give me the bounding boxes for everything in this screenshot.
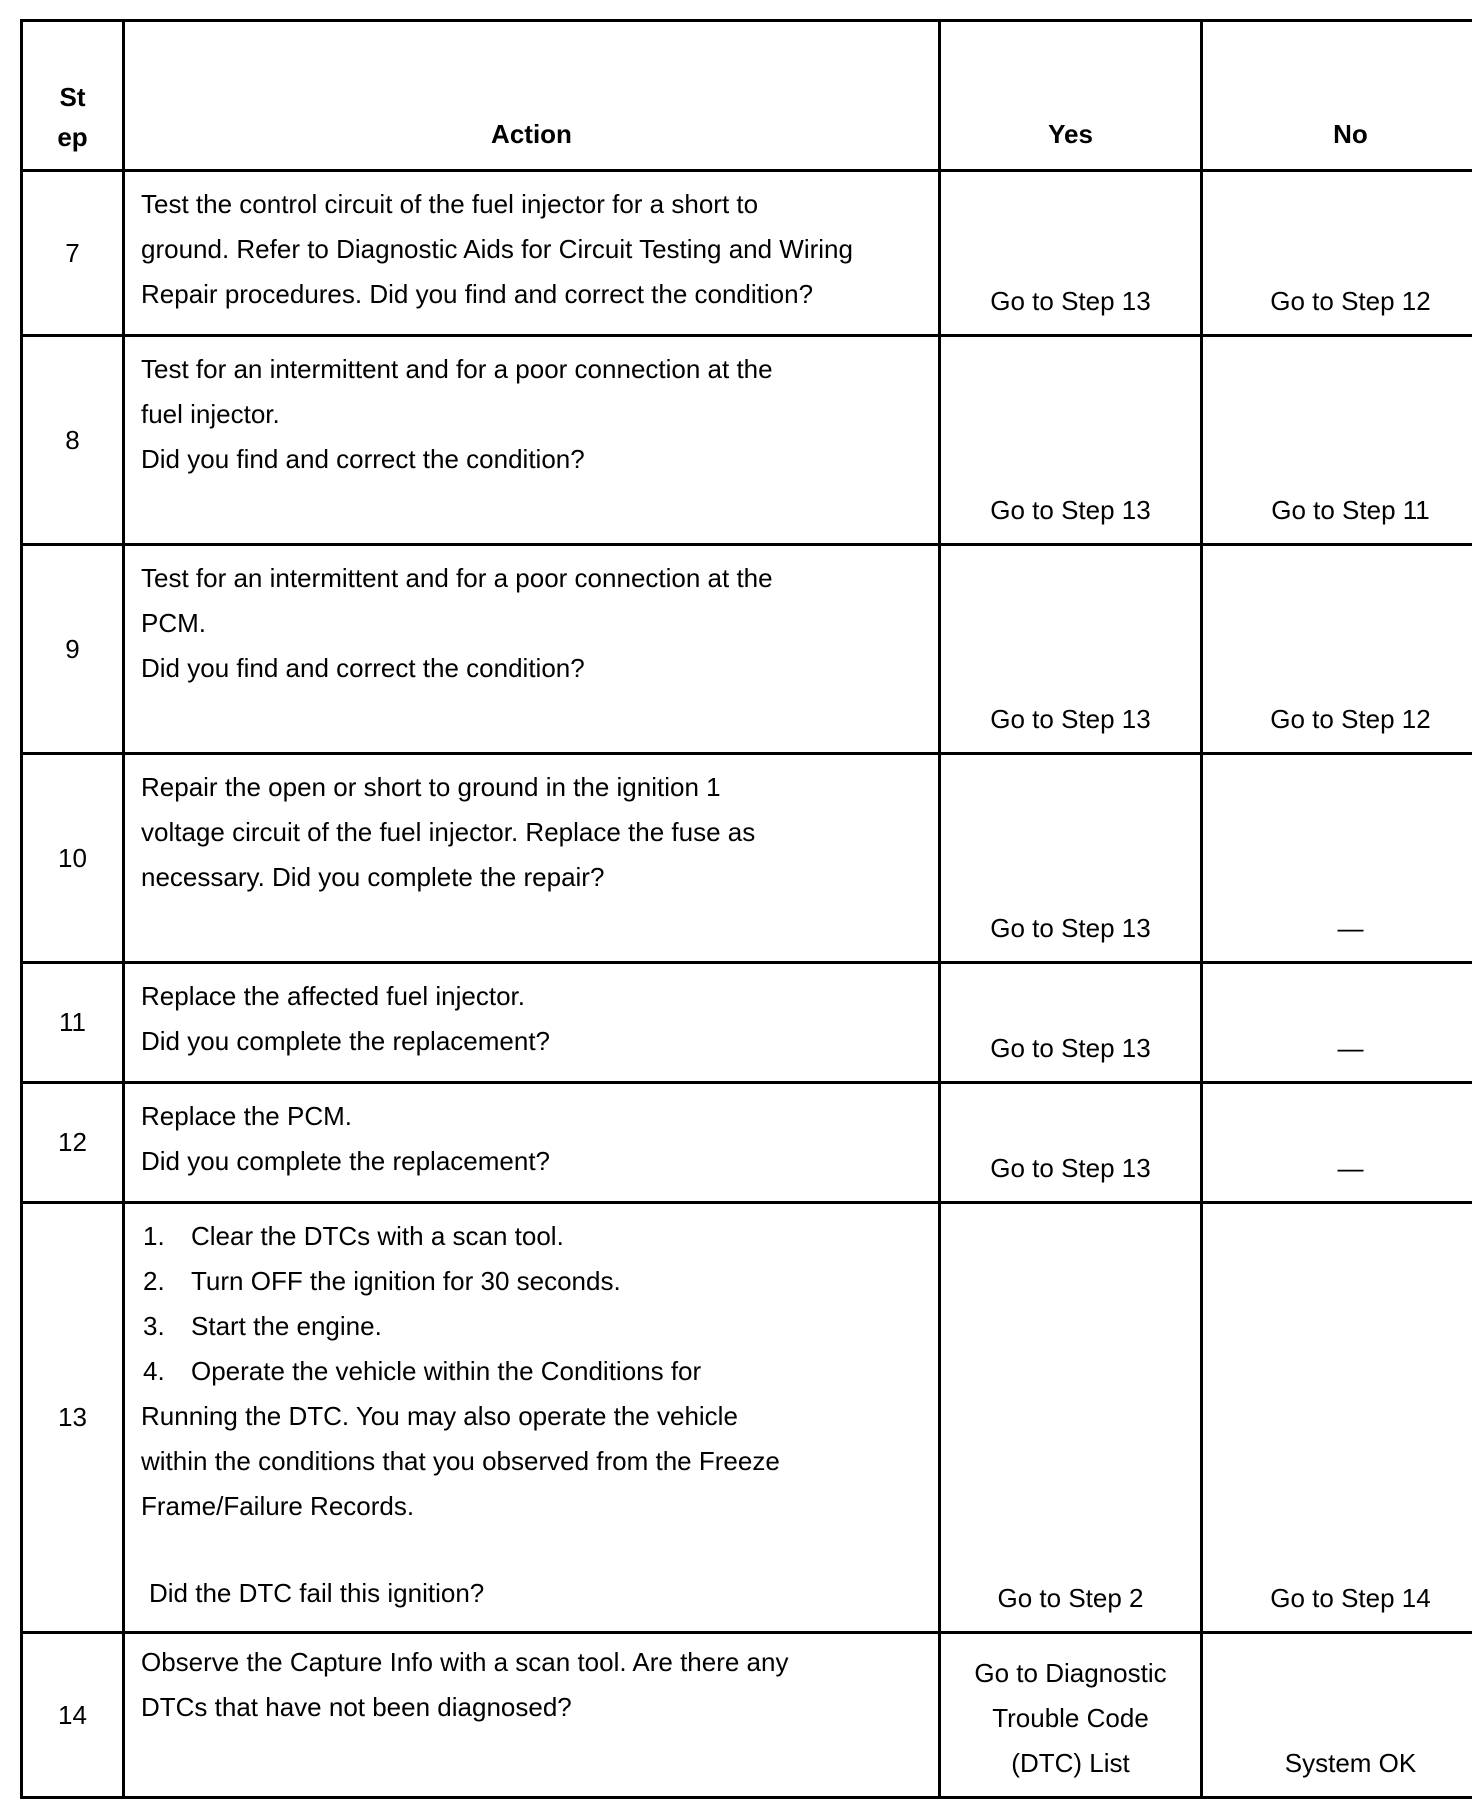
header-yes: Yes	[940, 21, 1202, 171]
no-cell: System OK	[1202, 1633, 1472, 1798]
action-cell: Test the control circuit of the fuel injector for a short to ground. Refer to Diagnostic Aids for Circuit Testing and Wiring Repair procedures. Did you find and correct the condition?	[124, 171, 940, 336]
yes-cell: Go to Step 13	[940, 171, 1202, 336]
step-number: 7	[22, 171, 124, 336]
header-action: Action	[124, 21, 940, 171]
yes-cell: Go to Step 13	[940, 1083, 1202, 1203]
question: Did the DTC fail this ignition?	[149, 1578, 485, 1608]
step-number: 9	[22, 545, 124, 754]
action-cell: Test for an intermittent and for a poor connection at the PCM. Did you find and correct the condition?	[124, 545, 940, 754]
table-row	[22, 754, 1472, 963]
list-item: 2. Turn OFF the ignition for 30 seconds.	[143, 1266, 621, 1296]
table-row	[22, 1203, 1472, 1633]
step-number: 14	[22, 1633, 124, 1798]
no-cell: Go to Step 12	[1202, 171, 1472, 336]
yes-cell: Go to Step 13	[940, 336, 1202, 545]
action-cell: Replace the affected fuel injector. Did you complete the replacement?	[124, 963, 940, 1083]
action-cell: Replace the PCM. Did you complete the replacement?	[124, 1083, 940, 1203]
diagnostic-table	[20, 19, 1472, 1799]
yes-cell: Go to Step 13	[940, 754, 1202, 963]
list-item: 1. Clear the DTCs with a scan tool.	[143, 1221, 564, 1251]
table-row	[22, 336, 1472, 545]
step-number: 11	[22, 963, 124, 1083]
yes-cell: Go to Step 13	[940, 545, 1202, 754]
yes-cell: Go to Step 2	[940, 1203, 1202, 1633]
header-no: No	[1202, 21, 1472, 171]
no-cell: Go to Step 11	[1202, 336, 1472, 545]
table-row	[22, 963, 1472, 1083]
list-item: 4. Operate the vehicle within the Conditions for	[143, 1356, 702, 1386]
action-cell: Test for an intermittent and for a poor connection at the fuel injector. Did you find and correct the condition?	[124, 336, 940, 545]
yes-cell: Go to Diagnostic Trouble Code (DTC) List	[940, 1633, 1202, 1798]
action-cell: 1. Clear the DTCs with a scan tool. 2. Turn OFF the ignition for 30 seconds. 3. Start the engine. 4. Operate the vehicle within the Conditions for Running the DTC. You may also operate the vehicle within the conditions that you observed from the Freeze Frame/Failure Records. Did the DTC fail this ignition?	[124, 1203, 940, 1633]
action-cell: Repair the open or short to ground in the ignition 1 voltage circuit of the fuel injector. Replace the fuse as necessary. Did you complete the repair?	[124, 754, 940, 963]
no-cell: Go to Step 14	[1202, 1203, 1472, 1633]
no-cell: —	[1202, 963, 1472, 1083]
table-row	[22, 171, 1472, 336]
no-cell: Go to Step 12	[1202, 545, 1472, 754]
no-cell: —	[1202, 754, 1472, 963]
step-number: 13	[22, 1203, 124, 1633]
step-number: 8	[22, 336, 124, 545]
table-header-row	[22, 21, 1472, 171]
action-cell: Observe the Capture Info with a scan tool. Are there any DTCs that have not been diagnosed?	[124, 1633, 940, 1798]
table-row	[22, 1633, 1472, 1798]
table-row	[22, 545, 1472, 754]
table-row	[22, 1083, 1472, 1203]
step-number: 10	[22, 754, 124, 963]
no-cell: —	[1202, 1083, 1472, 1203]
yes-cell: Go to Step 13	[940, 963, 1202, 1083]
header-step: St ep	[22, 21, 124, 171]
list-item: 3. Start the engine.	[143, 1311, 382, 1341]
step-number: 12	[22, 1083, 124, 1203]
